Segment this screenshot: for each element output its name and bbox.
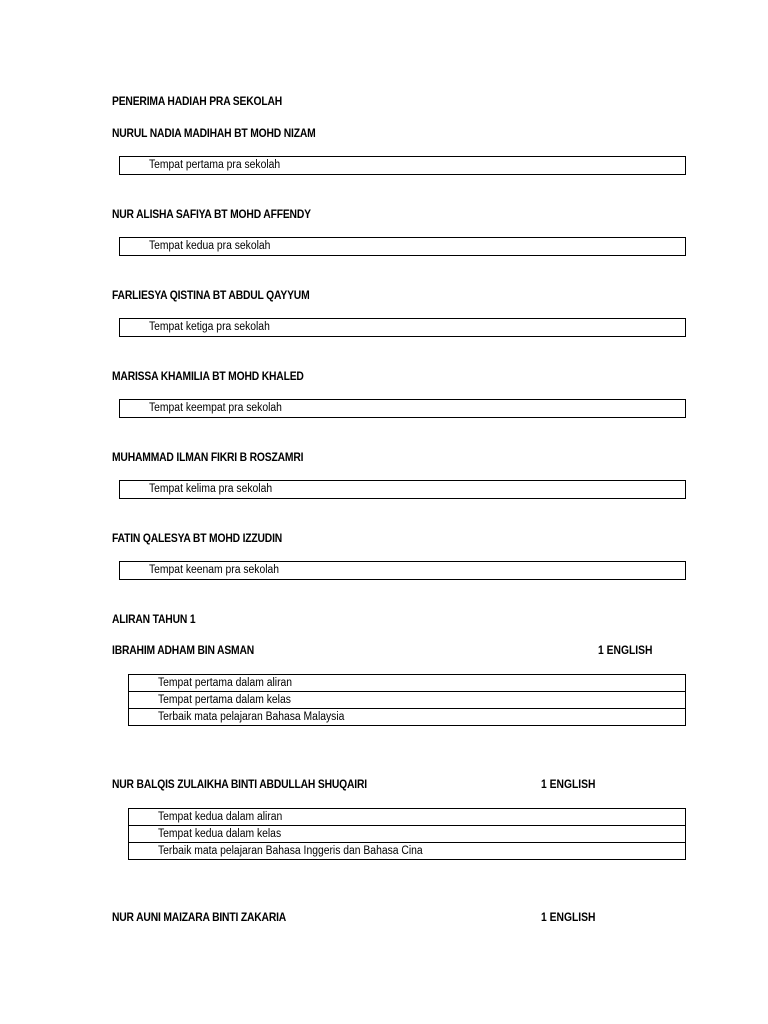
award-line: Tempat kedua pra sekolah [149, 240, 271, 252]
award-box [119, 156, 686, 175]
award-box [119, 561, 686, 580]
award-line: Tempat keenam pra sekolah [149, 564, 280, 576]
student-name: NUR ALISHA SAFIYA BT MOHD AFFENDY [112, 207, 311, 221]
student-name: NURUL NADIA MADIHAH BT MOHD NIZAM [112, 126, 316, 140]
student-name: FATIN QALESYA BT MOHD IZZUDIN [112, 531, 283, 545]
award-box [119, 399, 686, 418]
award-line: Terbaik mata pelajaran Bahasa Malaysia [158, 711, 345, 723]
award-line: Tempat kelima pra sekolah [149, 483, 273, 495]
class-label: 1 ENGLISH [598, 643, 653, 657]
award-table [128, 674, 686, 726]
award-box [119, 237, 686, 256]
award-line: Tempat pertama pra sekolah [149, 159, 281, 171]
section-title: ALIRAN TAHUN 1 [112, 612, 196, 626]
award-table [128, 808, 686, 860]
award-line: Tempat kedua dalam aliran [129, 809, 685, 826]
award-line: Tempat pertama dalam aliran [129, 675, 685, 692]
class-label: 1 ENGLISH [541, 910, 596, 924]
student-name: MUHAMMAD ILMAN FIKRI B ROSZAMRI [112, 450, 304, 464]
award-line: Tempat kedua dalam kelas [129, 826, 685, 843]
student-name: FARLIESYA QISTINA BT ABDUL QAYYUM [112, 288, 310, 302]
award-line: Tempat ketiga pra sekolah [149, 321, 270, 333]
student-name: MARISSA KHAMILIA BT MOHD KHALED [112, 369, 304, 383]
student-name: NUR BALQIS ZULAIKHA BINTI ABDULLAH SHUQAIRI [112, 777, 367, 791]
award-line: Tempat keempat pra sekolah [149, 402, 282, 414]
student-name: IBRAHIM ADHAM BIN ASMAN [112, 643, 255, 657]
award-box [119, 480, 686, 499]
class-label: 1 ENGLISH [541, 777, 596, 791]
award-box [119, 318, 686, 337]
page-title: PENERIMA HADIAH PRA SEKOLAH [112, 94, 283, 108]
student-name: NUR AUNI MAIZARA BINTI ZAKARIA [112, 910, 287, 924]
award-line: Terbaik mata pelajaran Bahasa Inggeris dan Bahasa Cina [158, 845, 423, 857]
award-line: Tempat pertama dalam kelas [129, 692, 685, 709]
